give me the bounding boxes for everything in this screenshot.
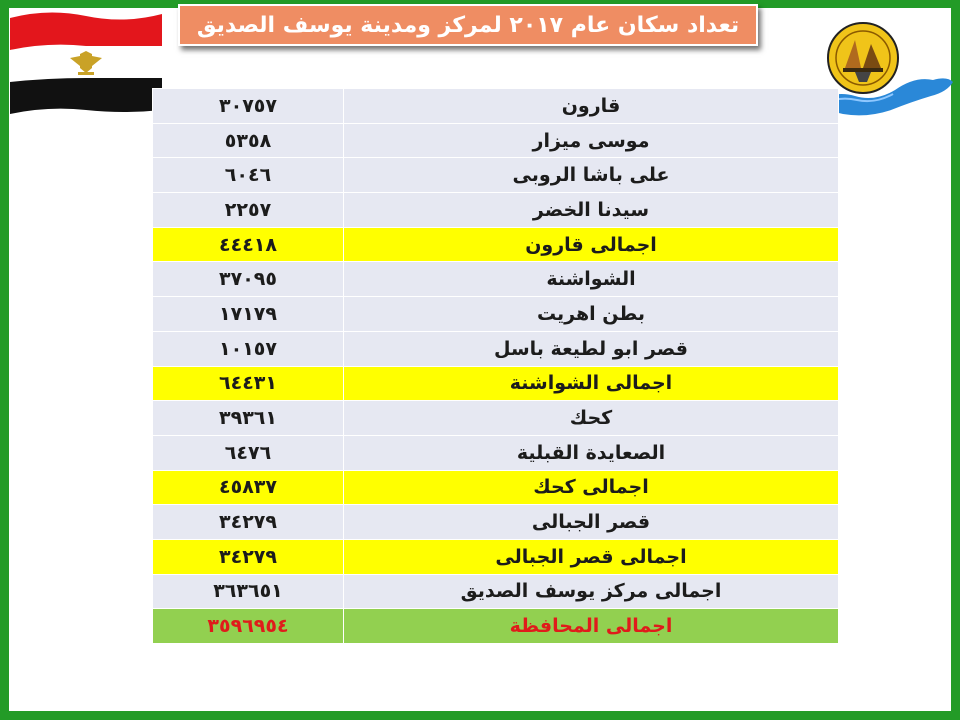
population-value-cell: ٦٤٤٣١ — [153, 366, 344, 401]
subtotal-row — [153, 227, 839, 262]
table-row — [153, 331, 839, 366]
area-name-cell: اجمالى كحك — [344, 470, 839, 505]
table-row — [153, 123, 839, 158]
population-value-cell: ٦٤٧٦ — [153, 435, 344, 470]
population-value-cell: ٦٠٤٦ — [153, 158, 344, 193]
population-value-cell: ٤٤٤١٨ — [153, 227, 344, 262]
table-row — [153, 193, 839, 228]
population-value-cell: ٣٤٢٧٩ — [153, 539, 344, 574]
governorate-total-row — [153, 609, 839, 644]
subtotal-row — [153, 539, 839, 574]
subtotal-row — [153, 366, 839, 401]
table-row — [153, 435, 839, 470]
page-title: تعداد سكان عام ٢٠١٧ لمركز ومدينة يوسف الصديق — [196, 12, 740, 38]
area-name-cell: اجمالى مركز يوسف الصديق — [344, 574, 839, 609]
population-value-cell: ٣٠٧٥٧ — [153, 89, 344, 124]
table-row — [153, 89, 839, 124]
table-row — [153, 158, 839, 193]
area-name-cell: سيدنا الخضر — [344, 193, 839, 228]
table-row — [153, 574, 839, 609]
population-table — [152, 88, 839, 644]
area-name-cell: اجمالى المحافظة — [344, 609, 839, 644]
population-table-body — [153, 89, 839, 644]
egypt-flag-icon — [10, 6, 162, 114]
table-row — [153, 297, 839, 332]
table-row — [153, 505, 839, 540]
subtotal-row — [153, 470, 839, 505]
population-value-cell: ٢٢٥٧ — [153, 193, 344, 228]
population-value-cell: ٣٤٢٧٩ — [153, 505, 344, 540]
area-name-cell: الصعايدة القبلية — [344, 435, 839, 470]
population-value-cell: ٣٩٣٦١ — [153, 401, 344, 436]
population-value-cell: ٣٥٩٦٩٥٤ — [153, 609, 344, 644]
table-row — [153, 401, 839, 436]
area-name-cell: كحك — [344, 401, 839, 436]
area-name-cell: قارون — [344, 89, 839, 124]
area-name-cell: الشواشنة — [344, 262, 839, 297]
title-banner — [178, 4, 758, 46]
area-name-cell: قصر الجبالى — [344, 505, 839, 540]
population-value-cell: ٣٦٣٦٥١ — [153, 574, 344, 609]
area-name-cell: اجمالى قارون — [344, 227, 839, 262]
area-name-cell: قصر ابو لطيعة باسل — [344, 331, 839, 366]
area-name-cell: على باشا الروبى — [344, 158, 839, 193]
population-value-cell: ٤٥٨٣٧ — [153, 470, 344, 505]
area-name-cell: بطن اهريت — [344, 297, 839, 332]
area-name-cell: اجمالى الشواشنة — [344, 366, 839, 401]
population-value-cell: ١٧١٧٩ — [153, 297, 344, 332]
population-value-cell: ٥٣٥٨ — [153, 123, 344, 158]
population-value-cell: ٣٧٠٩٥ — [153, 262, 344, 297]
population-value-cell: ١٠١٥٧ — [153, 331, 344, 366]
table-row — [153, 262, 839, 297]
area-name-cell: اجمالى قصر الجبالى — [344, 539, 839, 574]
area-name-cell: موسى ميزار — [344, 123, 839, 158]
